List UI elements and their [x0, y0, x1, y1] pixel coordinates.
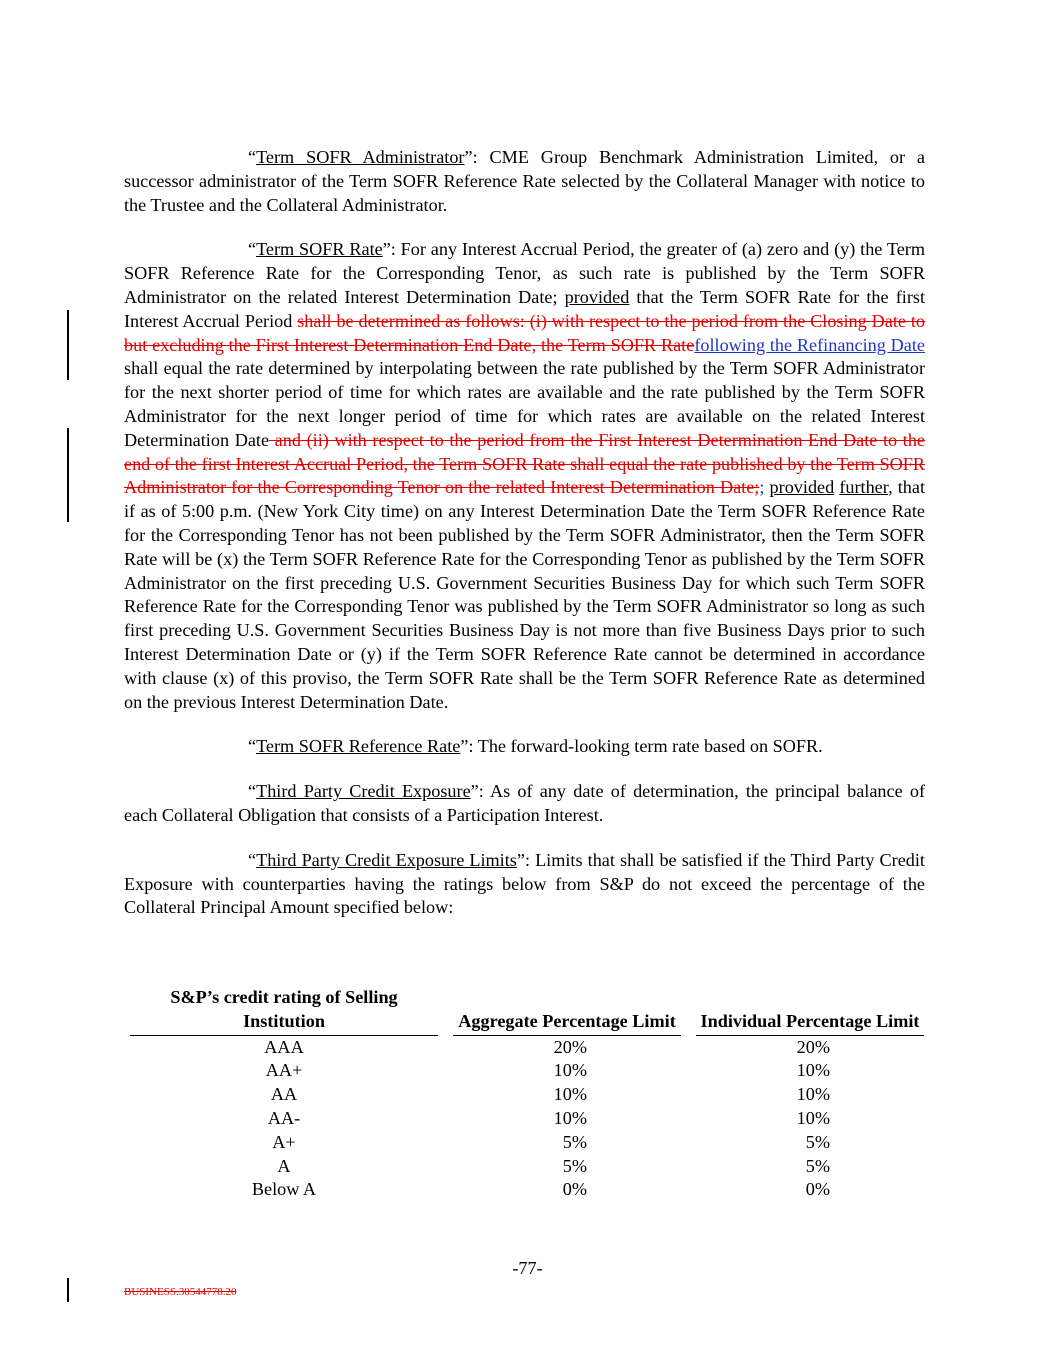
- aggregate-cell: 10%: [553, 1084, 587, 1105]
- individual-cell: 0%: [805, 1179, 830, 1200]
- individual-cell: 20%: [796, 1036, 830, 1057]
- change-bar: [67, 428, 69, 522]
- definition-third-party-credit-exposure: “Third Party Credit Exposure”: As of any date of determination, the principal balance of each Collateral Obligation that consists of a Participation Interest.: [124, 781, 926, 825]
- rating-cell: A+: [272, 1131, 296, 1152]
- table-row: [130, 1155, 924, 1179]
- aggregate-cell: 0%: [562, 1179, 587, 1200]
- individual-cell: 10%: [796, 1084, 830, 1105]
- document-body: [124, 146, 925, 920]
- aggregate-cell: 20%: [553, 1036, 587, 1057]
- definition-text: : For any Interest Accrual Period, the greater of (a) zero and (y) the Term SOFR Reference Rate for the Corresponding Tenor, as such rate is published by the Term SOFR Administrator on the related Interest Determination Date;: [124, 239, 925, 307]
- provided-term: provided: [769, 477, 835, 498]
- aggregate-cell: 5%: [562, 1131, 587, 1152]
- individual-cell: 5%: [805, 1131, 830, 1152]
- provided-term: provided: [564, 286, 630, 307]
- aggregate-cell: 5%: [562, 1155, 587, 1176]
- individual-cell: 5%: [805, 1155, 830, 1176]
- table-row: [130, 1131, 924, 1155]
- definition-text: , that if as of 5:00 p.m. (New York City time) on any Interest Determination Date the Term SOFR Reference Rate for the Corresponding Tenor has not been published by the Term SOFR Administrator, then the Term SOFR Rate will be (x) the Term SOFR Reference Rate for the Corresponding Tenor as published by the Term SOFR Administrator on the first preceding U.S. Government Securities Business Day for which such Term SOFR Reference Rate for the Corresponding Tenor was published by the Term SOFR Administrator so long as such first preceding U.S. Government Securities Business Day is not more than five Business Days prior to such Interest Determination Date or (y) if the Term SOFR Reference Rate cannot be determined in accordance with clause (x) of this proviso, the Term SOFR Rate shall be the Term SOFR Reference Rate as determined on the previous Interest Determination Date.: [124, 477, 926, 712]
- individual-cell: 10%: [796, 1060, 830, 1081]
- definition-text: shall equal the rate determined by interpolating between the rate published by the Term SOFR Administrator for the next shorter period of time for which rates are available and the rate published by the Term SOFR Administrator for the next longer period of time for which rates are available on the related Interest Determination Date: [124, 358, 925, 450]
- table-row: [130, 1178, 924, 1202]
- aggregate-cell: 10%: [553, 1107, 587, 1128]
- rating-cell: AAA: [264, 1036, 304, 1057]
- definition-term-sofr-rate: “Term SOFR Rate”: For any Interest Accrual Period, the greater of (a) zero and (y) the Term SOFR Reference Rate for the Corresponding Tenor, as such rate is published by the Term SOFR Administrator on the related Interest Determination Date; provided that the Term SOFR Rate for the first Interest Accrual Period shall be determined as follows: (i) with respect to the period from the Closing Date to but excluding the First Interest Determination End Date, the Term SOFR Ratefollowing the Refinancing Date shall equal the rate determined by interpolating between the rate published by the Term SOFR Administrator for the next shorter period of time for which rates are available and the rate published by the Term SOFR Administrator for the next longer period of time for which rates are available on the related Interest Determination Date and (ii) with respect to the period from the First Interest Determination End Date to the end of the first Interest Accrual Period, the Term SOFR Rate shall equal the rate published by the Term SOFR Administrator for the Corresponding Tenor on the related Interest Determination Date;; provided further, that if as of 5:00 p.m. (New York City time) on any Interest Determination Date the Term SOFR Reference Rate for the Corresponding Tenor has not been published by the Term SOFR Administrator, then the Term SOFR Rate will be (x) the Term SOFR Reference Rate for the Corresponding Tenor as published by the Term SOFR Administrator on the first preceding U.S. Government Securities Business Day for which such Term SOFR Reference Rate for the Corresponding Tenor was published by the Term SOFR Administrator so long as such first preceding U.S. Government Securities Business Day is not more than five Business Days prior to such Interest Determination Date or (y) if the Term SOFR Reference Rate cannot be determined in accordance with clause (x) of this proviso, the Term SOFR Rate shall be the Term SOFR Reference Rate as determined on the previous Interest Determination Date.: [124, 239, 926, 712]
- exposure-limits-table: [130, 986, 924, 1202]
- column-header-rating: S&P’s credit rating of Selling Institution: [130, 986, 438, 1036]
- column-header-individual: Individual Percentage Limit: [696, 986, 924, 1036]
- page-number: -77-: [512, 1258, 543, 1278]
- rating-cell: A: [277, 1155, 291, 1176]
- individual-cell: 10%: [796, 1107, 830, 1128]
- rating-cell: AA-: [267, 1107, 301, 1128]
- defined-term: Term SOFR Administrator: [256, 147, 465, 167]
- definition-term-sofr-administrator: “Term SOFR Administrator”: CME Group Benchmark Administration Limited, or a successor administrator of the Term SOFR Reference Rate selected by the Collateral Manager with notice to the Trustee and the Collateral Administrator.: [124, 147, 925, 215]
- definition-text: that the Term SOFR Rate for the first Interest Accrual Period: [124, 286, 926, 331]
- document-id-footer: BUSINESS.30544778.20: [124, 1286, 237, 1298]
- rating-cell: Below A: [251, 1179, 317, 1200]
- defined-term: Third Party Credit Exposure: [256, 781, 471, 802]
- inserted-text: ;: [759, 477, 765, 498]
- deleted-text: shall be determined as follows: (i) with respect to the period from the Closing Date to but excluding the First Interest Determination End Date, the Term SOFR Rate: [124, 310, 925, 355]
- table-row: [130, 1059, 924, 1083]
- rating-cell: AA+: [265, 1060, 303, 1081]
- definition-text: : Limits that shall be satisfied if the Third Party Credit Exposure with counterparties having the ratings below from S&P do not exceed the percentage of the Collateral Principal Amount specified below:: [124, 849, 925, 918]
- definition-text: : As of any date of determination, the principal balance of each Collateral Obligation that consists of a Participation Interest.: [124, 781, 926, 825]
- definition-text: : CME Group Benchmark Administration Limited, or a successor administrator of the Term SOFR Reference Rate selected by the Collateral Manager with notice to the Trustee and the Collateral Administrator.: [124, 147, 925, 215]
- rating-cell: AA: [270, 1084, 298, 1105]
- column-header-aggregate: Aggregate Percentage Limit: [453, 986, 681, 1036]
- definition-term-sofr-reference-rate: “Term SOFR Reference Rate”: The forward-looking term rate based on SOFR.: [248, 736, 823, 757]
- change-bar: [67, 310, 69, 380]
- definition-third-party-credit-exposure-limits: “Third Party Credit Exposure Limits”: Limits that shall be satisfied if the Third Party Credit Exposure with counterparties having the ratings below from S&P do not exceed the percentage of the Collateral Principal Amount specified below:: [124, 849, 925, 918]
- table-row: [130, 1036, 924, 1060]
- further-term: further: [839, 477, 889, 498]
- change-bar: [67, 1278, 69, 1302]
- table-row: [130, 1083, 924, 1107]
- defined-term: Term SOFR Rate: [256, 239, 383, 260]
- aggregate-cell: 10%: [553, 1060, 587, 1081]
- defined-term: Third Party Credit Exposure Limits: [256, 849, 517, 870]
- definition-text: : The forward-looking term rate based on SOFR.: [468, 736, 823, 757]
- table-row: [130, 1107, 924, 1131]
- inserted-text: following the Refinancing Date: [694, 334, 925, 355]
- deleted-text: and (ii) with respect to the period from the First Interest Determination End Date to the end of the first Interest Accrual Period, the Term SOFR Rate shall equal the rate published by the Term SOFR Administrator for the Corresponding Tenor on the related Interest Determination Date;: [124, 429, 925, 498]
- defined-term: Term SOFR Reference Rate: [256, 736, 461, 757]
